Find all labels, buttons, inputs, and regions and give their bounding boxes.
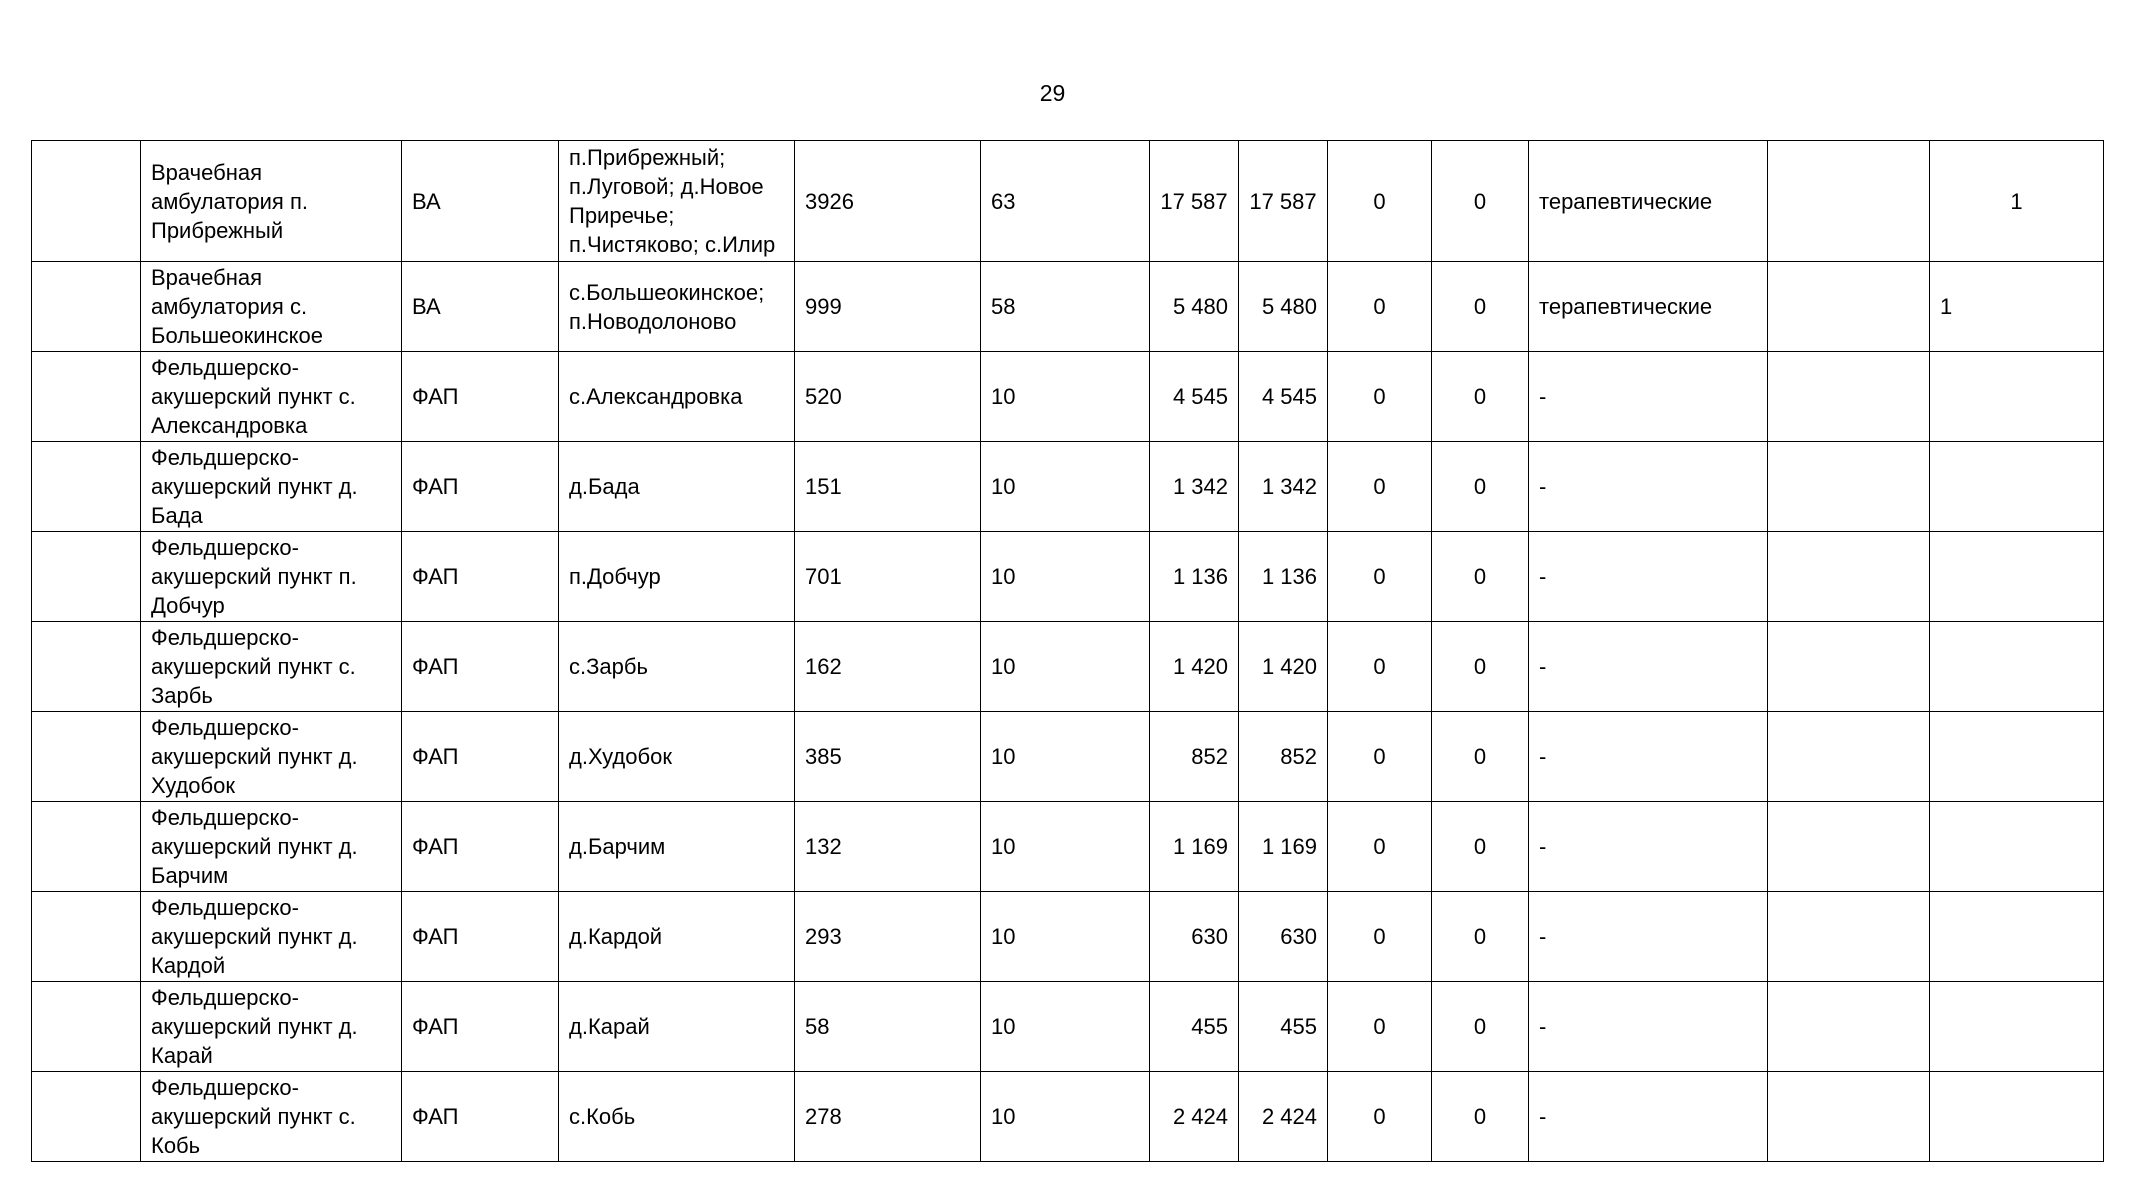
cell-facility-type: ФАП <box>402 802 559 892</box>
cell-value-5: 0 <box>1328 532 1432 622</box>
cell-value-3: 1 169 <box>1150 802 1239 892</box>
cell-index <box>32 622 141 712</box>
cell-col-12 <box>1768 442 1930 532</box>
cell-beds: - <box>1529 352 1768 442</box>
cell-value-3: 630 <box>1150 892 1239 982</box>
cell-value-5: 0 <box>1328 982 1432 1072</box>
cell-value-6: 0 <box>1432 622 1529 712</box>
cell-value-6: 0 <box>1432 802 1529 892</box>
cell-facility-type: ФАП <box>402 1072 559 1162</box>
cell-value-1: 999 <box>795 262 981 352</box>
cell-value-1: 701 <box>795 532 981 622</box>
cell-value-2: 10 <box>981 802 1150 892</box>
cell-facility-name: Фельдшерско-акушерский пункт п. Добчур <box>141 532 402 622</box>
cell-value-6: 0 <box>1432 982 1529 1072</box>
cell-value-2: 10 <box>981 1072 1150 1162</box>
cell-value-6: 0 <box>1432 532 1529 622</box>
table-row <box>32 982 2104 1072</box>
cell-value-4: 4 545 <box>1239 352 1328 442</box>
cell-value-3: 17 587 <box>1150 141 1239 262</box>
cell-facility-name: Фельдшерско-акушерский пункт д. Барчим <box>141 802 402 892</box>
cell-col-13 <box>1930 802 2104 892</box>
cell-value-1: 278 <box>795 1072 981 1162</box>
cell-value-1: 151 <box>795 442 981 532</box>
table-row <box>32 622 2104 712</box>
cell-index <box>32 141 141 262</box>
cell-value-3: 1 420 <box>1150 622 1239 712</box>
cell-value-3: 455 <box>1150 982 1239 1072</box>
cell-value-6: 0 <box>1432 442 1529 532</box>
cell-settlements: д.Карай <box>559 982 795 1072</box>
cell-facility-type: ВА <box>402 141 559 262</box>
cell-beds: - <box>1529 982 1768 1072</box>
cell-value-2: 10 <box>981 892 1150 982</box>
cell-value-4: 5 480 <box>1239 262 1328 352</box>
cell-col-13 <box>1930 622 2104 712</box>
table-row <box>32 892 2104 982</box>
cell-value-5: 0 <box>1328 622 1432 712</box>
cell-index <box>32 352 141 442</box>
cell-value-6: 0 <box>1432 1072 1529 1162</box>
facilities-table <box>31 140 2104 1162</box>
cell-settlements: с.Кобь <box>559 1072 795 1162</box>
cell-value-3: 1 136 <box>1150 532 1239 622</box>
cell-settlements: д.Бада <box>559 442 795 532</box>
cell-col-13 <box>1930 892 2104 982</box>
cell-index <box>32 262 141 352</box>
table-row <box>32 712 2104 802</box>
cell-value-4: 630 <box>1239 892 1328 982</box>
cell-index <box>32 802 141 892</box>
cell-facility-name: Фельдшерско-акушерский пункт д. Кардой <box>141 892 402 982</box>
cell-facility-type: ФАП <box>402 442 559 532</box>
cell-facility-name: Врачебная амбулатория п. Прибрежный <box>141 141 402 262</box>
cell-beds: - <box>1529 622 1768 712</box>
cell-value-2: 10 <box>981 442 1150 532</box>
cell-value-1: 58 <box>795 982 981 1072</box>
cell-facility-name: Врачебная амбулатория с. Большеокинское <box>141 262 402 352</box>
cell-settlements: д.Худобок <box>559 712 795 802</box>
cell-beds: - <box>1529 802 1768 892</box>
cell-col-12 <box>1768 622 1930 712</box>
cell-col-12 <box>1768 262 1930 352</box>
cell-value-1: 293 <box>795 892 981 982</box>
cell-facility-name: Фельдшерско-акушерский пункт с. Кобь <box>141 1072 402 1162</box>
cell-col-12 <box>1768 802 1930 892</box>
cell-value-2: 63 <box>981 141 1150 262</box>
cell-value-2: 10 <box>981 532 1150 622</box>
cell-settlements: п.Добчур <box>559 532 795 622</box>
cell-beds: - <box>1529 1072 1768 1162</box>
cell-value-2: 10 <box>981 712 1150 802</box>
cell-value-3: 4 545 <box>1150 352 1239 442</box>
cell-settlements: с.Зарбь <box>559 622 795 712</box>
cell-beds: терапевтические <box>1529 141 1768 262</box>
cell-facility-name: Фельдшерско-акушерский пункт с. Александровка <box>141 352 402 442</box>
cell-value-4: 1 169 <box>1239 802 1328 892</box>
cell-value-2: 10 <box>981 622 1150 712</box>
cell-value-1: 132 <box>795 802 981 892</box>
cell-index <box>32 532 141 622</box>
cell-col-12 <box>1768 982 1930 1072</box>
cell-facility-type: ФАП <box>402 892 559 982</box>
cell-facility-type: ФАП <box>402 532 559 622</box>
page-number: 29 <box>1039 80 1066 106</box>
cell-value-6: 0 <box>1432 262 1529 352</box>
cell-value-3: 2 424 <box>1150 1072 1239 1162</box>
cell-index <box>32 442 141 532</box>
cell-value-3: 5 480 <box>1150 262 1239 352</box>
cell-col-13 <box>1930 352 2104 442</box>
cell-col-12 <box>1768 532 1930 622</box>
cell-value-5: 0 <box>1328 1072 1432 1162</box>
cell-value-4: 1 342 <box>1239 442 1328 532</box>
cell-value-1: 520 <box>795 352 981 442</box>
cell-beds: - <box>1529 892 1768 982</box>
cell-col-13: 1 <box>1930 262 2104 352</box>
cell-value-4: 852 <box>1239 712 1328 802</box>
cell-value-1: 162 <box>795 622 981 712</box>
cell-value-3: 852 <box>1150 712 1239 802</box>
cell-facility-name: Фельдшерско-акушерский пункт д. Худобок <box>141 712 402 802</box>
cell-col-13 <box>1930 712 2104 802</box>
table-row <box>32 802 2104 892</box>
cell-beds: терапевтические <box>1529 262 1768 352</box>
table-row <box>32 1072 2104 1162</box>
cell-index <box>32 982 141 1072</box>
cell-value-1: 3926 <box>795 141 981 262</box>
cell-facility-type: ФАП <box>402 712 559 802</box>
cell-settlements: д.Барчим <box>559 802 795 892</box>
cell-col-12 <box>1768 712 1930 802</box>
cell-value-4: 455 <box>1239 982 1328 1072</box>
cell-value-2: 58 <box>981 262 1150 352</box>
cell-settlements: с.Большеокинское; п.Новодолоново <box>559 262 795 352</box>
cell-value-4: 2 424 <box>1239 1072 1328 1162</box>
cell-col-12 <box>1768 1072 1930 1162</box>
cell-col-13 <box>1930 1072 2104 1162</box>
cell-value-1: 385 <box>795 712 981 802</box>
cell-value-3: 1 342 <box>1150 442 1239 532</box>
cell-value-5: 0 <box>1328 262 1432 352</box>
table-row <box>32 141 2104 262</box>
cell-value-4: 1 136 <box>1239 532 1328 622</box>
cell-beds: - <box>1529 712 1768 802</box>
cell-beds: - <box>1529 442 1768 532</box>
cell-facility-type: ВА <box>402 262 559 352</box>
cell-value-6: 0 <box>1432 892 1529 982</box>
cell-col-12 <box>1768 892 1930 982</box>
cell-col-12 <box>1768 352 1930 442</box>
table-row <box>32 352 2104 442</box>
cell-value-6: 0 <box>1432 712 1529 802</box>
table-row <box>32 442 2104 532</box>
cell-settlements: с.Александровка <box>559 352 795 442</box>
cell-facility-type: ФАП <box>402 622 559 712</box>
cell-value-5: 0 <box>1328 802 1432 892</box>
cell-value-5: 0 <box>1328 442 1432 532</box>
cell-value-5: 0 <box>1328 352 1432 442</box>
cell-col-13 <box>1930 982 2104 1072</box>
cell-facility-type: ФАП <box>402 352 559 442</box>
cell-index <box>32 892 141 982</box>
cell-settlements: д.Кардой <box>559 892 795 982</box>
table-row <box>32 262 2104 352</box>
cell-facility-name: Фельдшерско-акушерский пункт д. Карай <box>141 982 402 1072</box>
cell-value-2: 10 <box>981 352 1150 442</box>
cell-col-13 <box>1930 442 2104 532</box>
cell-facility-type: ФАП <box>402 982 559 1072</box>
cell-index <box>32 1072 141 1162</box>
cell-value-6: 0 <box>1432 352 1529 442</box>
table-row <box>32 532 2104 622</box>
cell-beds: - <box>1529 532 1768 622</box>
cell-col-13 <box>1930 532 2104 622</box>
cell-facility-name: Фельдшерско-акушерский пункт с. Зарбь <box>141 622 402 712</box>
cell-value-5: 0 <box>1328 141 1432 262</box>
cell-index <box>32 712 141 802</box>
cell-value-6: 0 <box>1432 141 1529 262</box>
cell-value-5: 0 <box>1328 712 1432 802</box>
cell-value-2: 10 <box>981 982 1150 1072</box>
cell-value-5: 0 <box>1328 892 1432 982</box>
cell-value-4: 1 420 <box>1239 622 1328 712</box>
cell-value-4: 17 587 <box>1239 141 1328 262</box>
cell-col-13: 1 <box>1930 141 2104 262</box>
cell-settlements: п.Прибрежный; п.Луговой; д.Новое Приречье; п.Чистяково; с.Илир <box>559 141 795 262</box>
cell-col-12 <box>1768 141 1930 262</box>
cell-facility-name: Фельдшерско-акушерский пункт д. Бада <box>141 442 402 532</box>
